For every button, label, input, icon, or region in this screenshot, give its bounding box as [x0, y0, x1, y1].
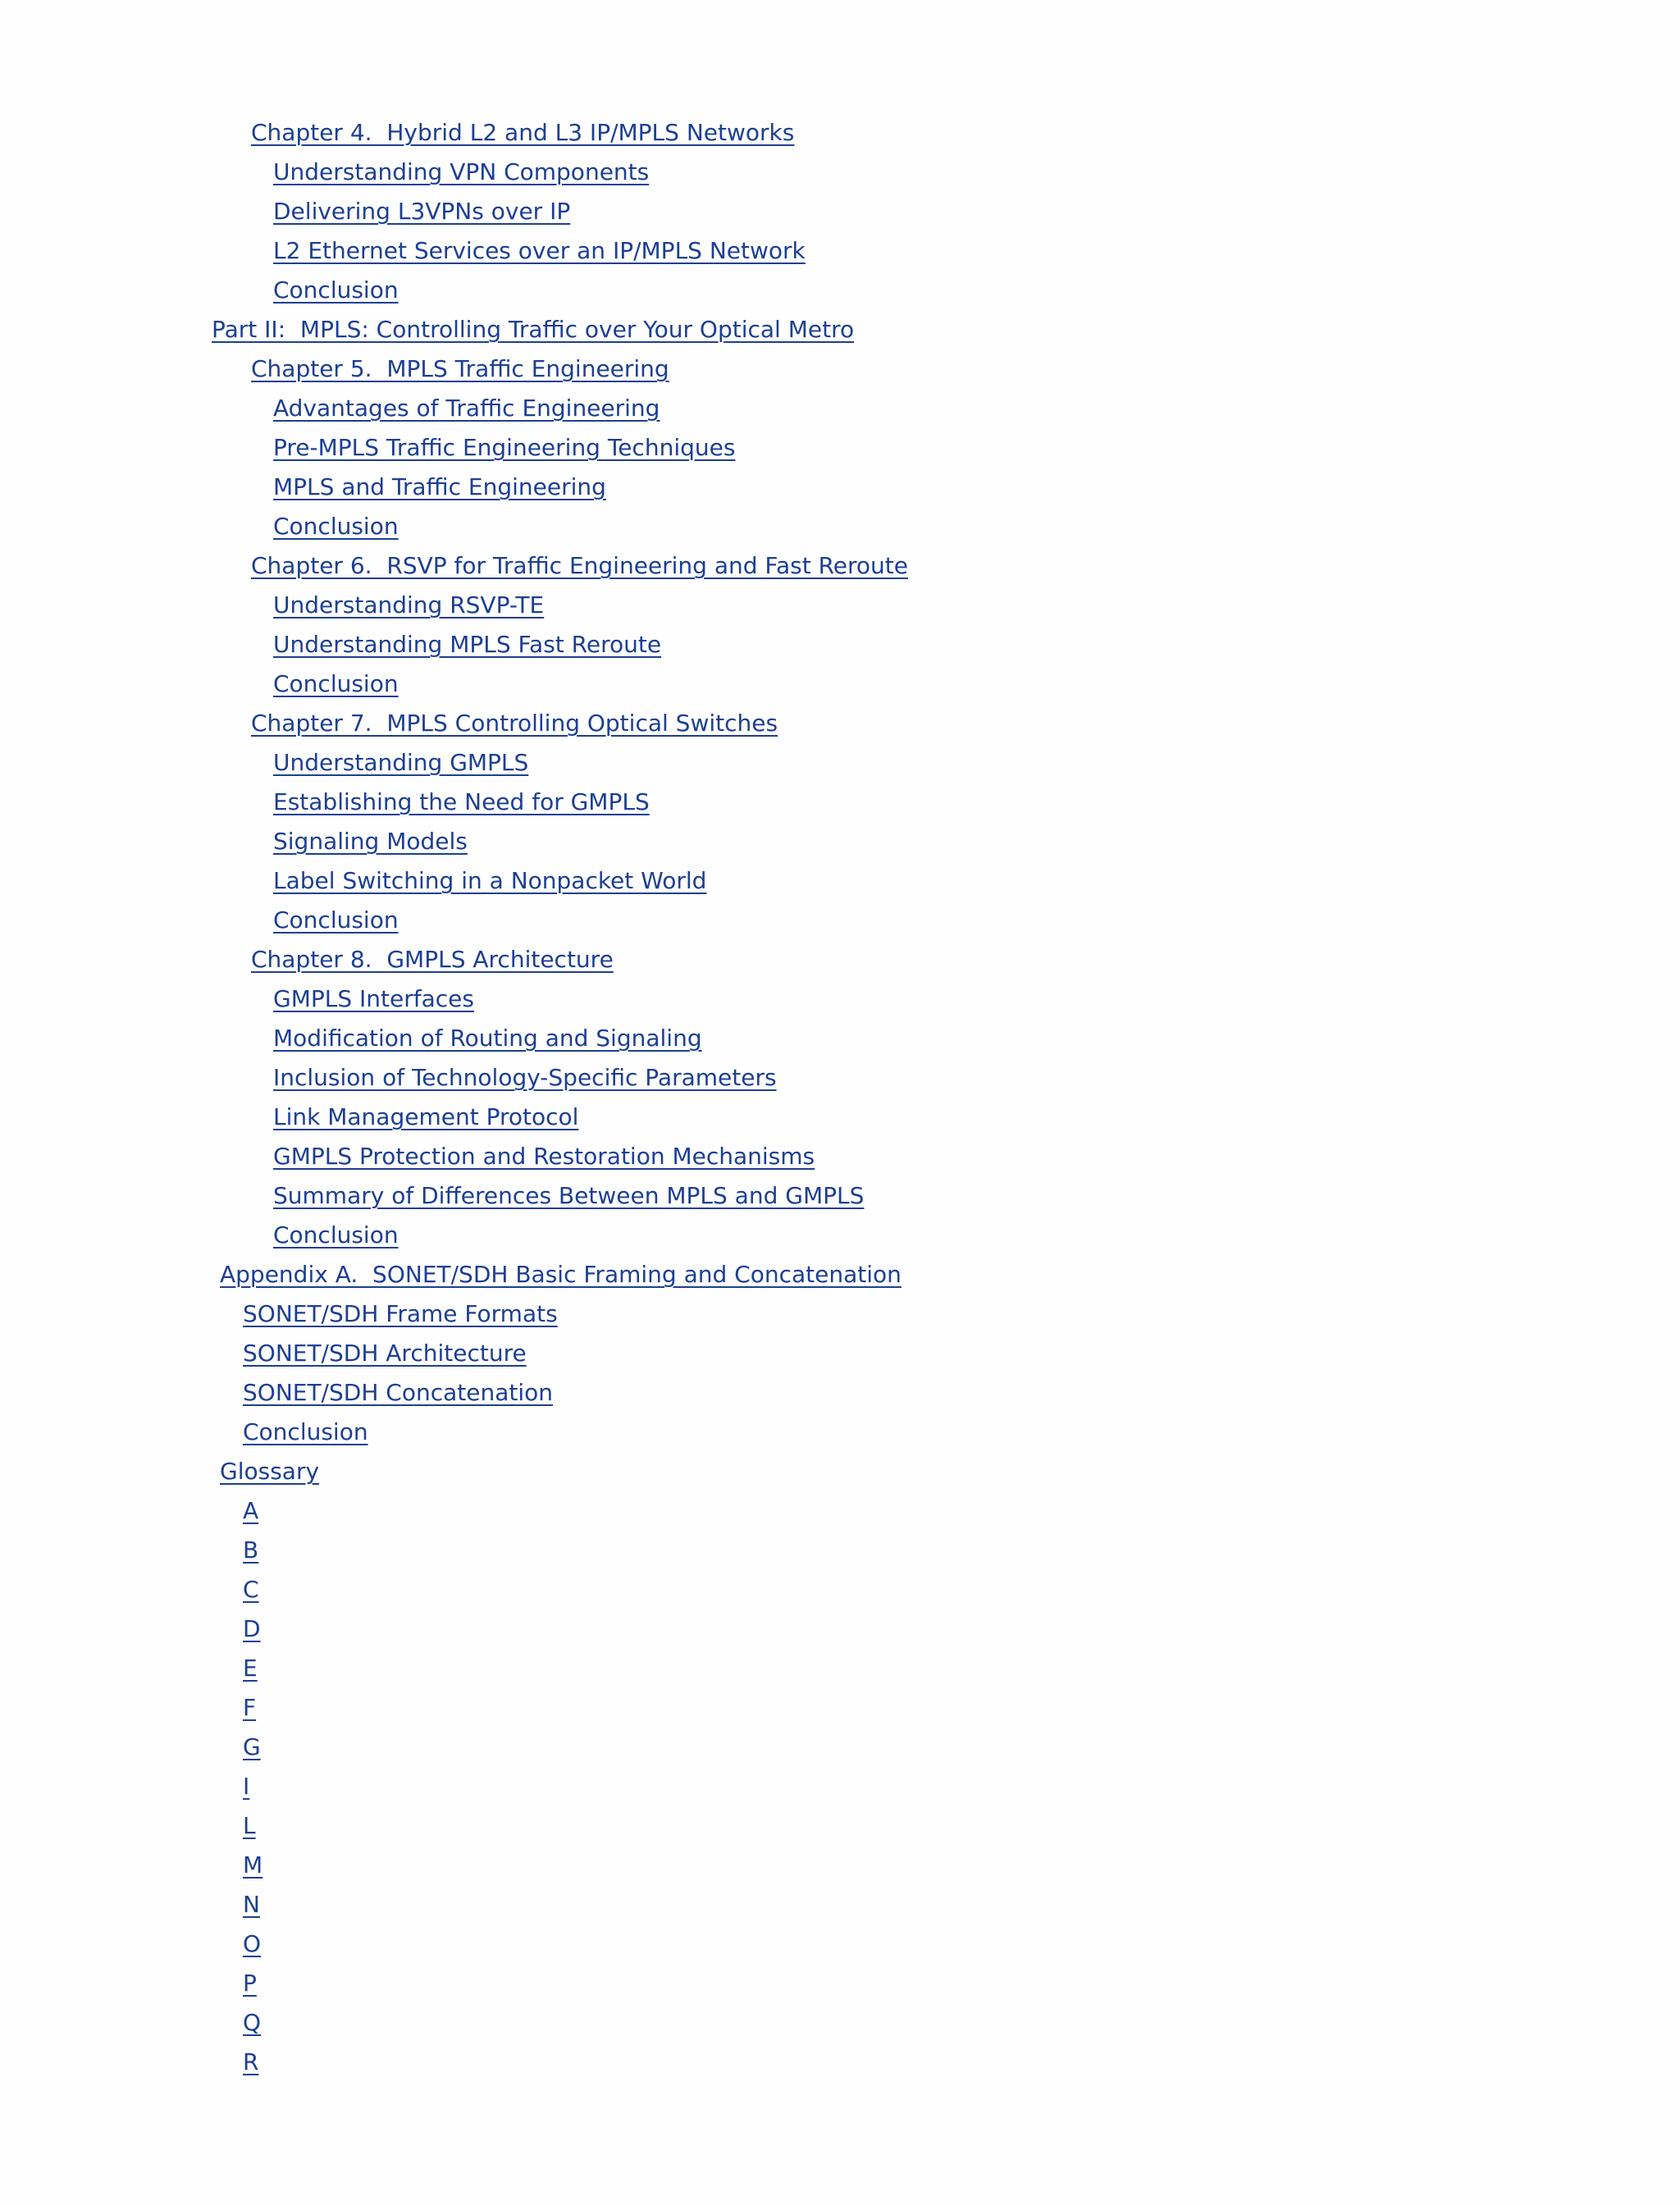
glossary-letter-link[interactable]: O	[243, 1930, 262, 1957]
toc-entry-section	[0, 231, 1680, 271]
toc-link-understanding-vpn-components[interactable]: Understanding VPN Components	[273, 158, 650, 185]
toc-link-chapter-6[interactable]: Chapter 6. RSVP for Traffic Engineering and Fast Reroute	[251, 552, 908, 579]
toc-entry-glossary-letter	[0, 1924, 1680, 1964]
toc-entry-chapter-7	[0, 704, 1680, 743]
toc-link-technology-specific-parameters[interactable]: Inclusion of Technology-Specific Parameters	[273, 1064, 777, 1091]
toc-entry-chapter-6	[0, 546, 1680, 586]
toc-link-ch5-conclusion[interactable]: Conclusion	[273, 513, 399, 540]
glossary-letter-link[interactable]: R	[243, 2048, 259, 2075]
toc-entry-glossary-letter	[0, 1570, 1680, 1609]
toc-entry-glossary-letter	[0, 1806, 1680, 1846]
toc-link-mpls-and-te[interactable]: MPLS and Traffic Engineering	[273, 473, 606, 500]
toc-entry-section	[0, 1137, 1680, 1176]
toc-link-label-switching-nonpacket[interactable]: Label Switching in a Nonpacket World	[273, 867, 707, 894]
toc-link-appendix-a[interactable]: Appendix A. SONET/SDH Basic Framing and Concatenation	[220, 1261, 902, 1288]
toc-entry-section	[0, 783, 1680, 822]
toc-entry-part-2	[0, 310, 1680, 349]
toc-link-chapter-7[interactable]: Chapter 7. MPLS Controlling Optical Switches	[251, 710, 778, 737]
toc-entry-glossary-letter	[0, 1964, 1680, 2003]
toc-entry-glossary-letter	[0, 1491, 1680, 1531]
toc-entry-section	[0, 1334, 1680, 1373]
toc-entry-appendix-a	[0, 1255, 1680, 1294]
toc-entry-glossary-letter	[0, 1688, 1680, 1728]
toc-link-summary-of-differences[interactable]: Summary of Differences Between MPLS and GMPLS	[273, 1182, 865, 1209]
toc-entry-section	[0, 1294, 1680, 1334]
toc-entry-chapter-4	[0, 113, 1680, 153]
glossary-letter-link[interactable]: I	[243, 1773, 250, 1800]
toc-entry-section	[0, 428, 1680, 468]
glossary-letter-link[interactable]: G	[243, 1733, 261, 1760]
toc-entry-section	[0, 979, 1680, 1019]
toc-entry-glossary-letter	[0, 1885, 1680, 1924]
toc-link-need-for-gmpls[interactable]: Establishing the Need for GMPLS	[273, 788, 650, 815]
toc-entry-section	[0, 625, 1680, 664]
toc-link-protection-restoration[interactable]: GMPLS Protection and Restoration Mechanisms	[273, 1143, 815, 1170]
toc-link-signaling-models[interactable]: Signaling Models	[273, 828, 468, 855]
toc-link-advantages-of-te[interactable]: Advantages of Traffic Engineering	[273, 395, 660, 422]
toc-entry-glossary-letter	[0, 1531, 1680, 1570]
toc-entry-chapter-5	[0, 349, 1680, 389]
toc-entry-chapter-8	[0, 940, 1680, 979]
glossary-letter-link[interactable]: P	[243, 1970, 257, 1997]
toc-entry-section	[0, 1058, 1680, 1098]
toc-entry-glossary-letter	[0, 1846, 1680, 1885]
toc-link-l2-ethernet-services[interactable]: L2 Ethernet Services over an IP/MPLS Network	[273, 237, 806, 264]
toc-link-sonet-frame-formats[interactable]: SONET/SDH Frame Formats	[243, 1300, 558, 1327]
toc-entry-section	[0, 192, 1680, 231]
toc-entry-section	[0, 664, 1680, 704]
toc-entry-glossary-letter	[0, 2003, 1680, 2043]
toc-link-chapter-4[interactable]: Chapter 4. Hybrid L2 and L3 IP/MPLS Networks	[251, 119, 795, 146]
glossary-letter-link[interactable]: Q	[243, 2009, 262, 2036]
toc-link-appendix-conclusion[interactable]: Conclusion	[243, 1418, 368, 1445]
glossary-letter-link[interactable]: L	[243, 1812, 256, 1839]
toc-entry-section	[0, 861, 1680, 901]
toc-link-gmpls-interfaces[interactable]: GMPLS Interfaces	[273, 985, 474, 1012]
toc-link-delivering-l3vpns-over-ip[interactable]: Delivering L3VPNs over IP	[273, 198, 571, 225]
toc-link-understanding-rsvp-te[interactable]: Understanding RSVP-TE	[273, 591, 545, 619]
glossary-letter-link[interactable]: N	[243, 1891, 260, 1918]
glossary-letter-link[interactable]: E	[243, 1655, 258, 1682]
toc-entry-section	[0, 1413, 1680, 1452]
toc-entry-section	[0, 389, 1680, 428]
toc-link-part-2[interactable]: Part II: MPLS: Controlling Traffic over Your Optical Metro	[212, 316, 855, 343]
toc-entry-section	[0, 1098, 1680, 1137]
toc-entry-section	[0, 468, 1680, 507]
toc-link-glossary[interactable]: Glossary	[220, 1458, 320, 1485]
toc-entry-glossary	[0, 1452, 1680, 1491]
toc-entry-section	[0, 743, 1680, 783]
toc-entry-glossary-letter	[0, 1649, 1680, 1688]
toc-link-understanding-gmpls[interactable]: Understanding GMPLS	[273, 749, 529, 776]
toc-entry-glossary-letter	[0, 1728, 1680, 1767]
glossary-letter-link[interactable]: C	[243, 1576, 259, 1603]
toc-link-ch8-conclusion[interactable]: Conclusion	[273, 1221, 399, 1249]
toc-entry-section	[0, 1019, 1680, 1058]
toc-entry-section	[0, 153, 1680, 192]
toc-link-modification-routing-signaling[interactable]: Modification of Routing and Signaling	[273, 1025, 702, 1052]
toc-entry-section	[0, 1216, 1680, 1255]
glossary-letter-link[interactable]: A	[243, 1497, 259, 1524]
toc-entry-section	[0, 507, 1680, 546]
toc-link-ch6-conclusion[interactable]: Conclusion	[273, 670, 399, 697]
toc-entry-section	[0, 1373, 1680, 1413]
toc-entry-glossary-letter	[0, 1609, 1680, 1649]
glossary-letter-link[interactable]: D	[243, 1615, 261, 1642]
toc-link-ch7-conclusion[interactable]: Conclusion	[273, 906, 399, 934]
toc-entry-section	[0, 901, 1680, 940]
glossary-letter-link[interactable]: F	[243, 1694, 257, 1721]
toc-entry-section	[0, 586, 1680, 625]
toc-entry-glossary-letter	[0, 1767, 1680, 1806]
toc-link-pre-mpls-te-techniques[interactable]: Pre-MPLS Traffic Engineering Techniques	[273, 434, 736, 461]
glossary-letter-link[interactable]: B	[243, 1536, 259, 1564]
toc-entry-section	[0, 822, 1680, 861]
toc-link-ch4-conclusion[interactable]: Conclusion	[273, 276, 399, 304]
toc-link-link-management-protocol[interactable]: Link Management Protocol	[273, 1103, 579, 1130]
toc-link-sonet-architecture[interactable]: SONET/SDH Architecture	[243, 1340, 527, 1367]
toc-entry-section	[0, 1176, 1680, 1216]
toc-link-understanding-mpls-fast-reroute[interactable]: Understanding MPLS Fast Reroute	[273, 631, 662, 658]
table-of-contents	[0, 113, 1680, 2082]
toc-link-chapter-5[interactable]: Chapter 5. MPLS Traffic Engineering	[251, 355, 669, 382]
toc-link-sonet-concatenation[interactable]: SONET/SDH Concatenation	[243, 1379, 553, 1406]
toc-entry-section	[0, 271, 1680, 310]
toc-link-chapter-8[interactable]: Chapter 8. GMPLS Architecture	[251, 946, 614, 973]
glossary-letter-link[interactable]: M	[243, 1851, 263, 1879]
toc-entry-glossary-letter	[0, 2043, 1680, 2082]
